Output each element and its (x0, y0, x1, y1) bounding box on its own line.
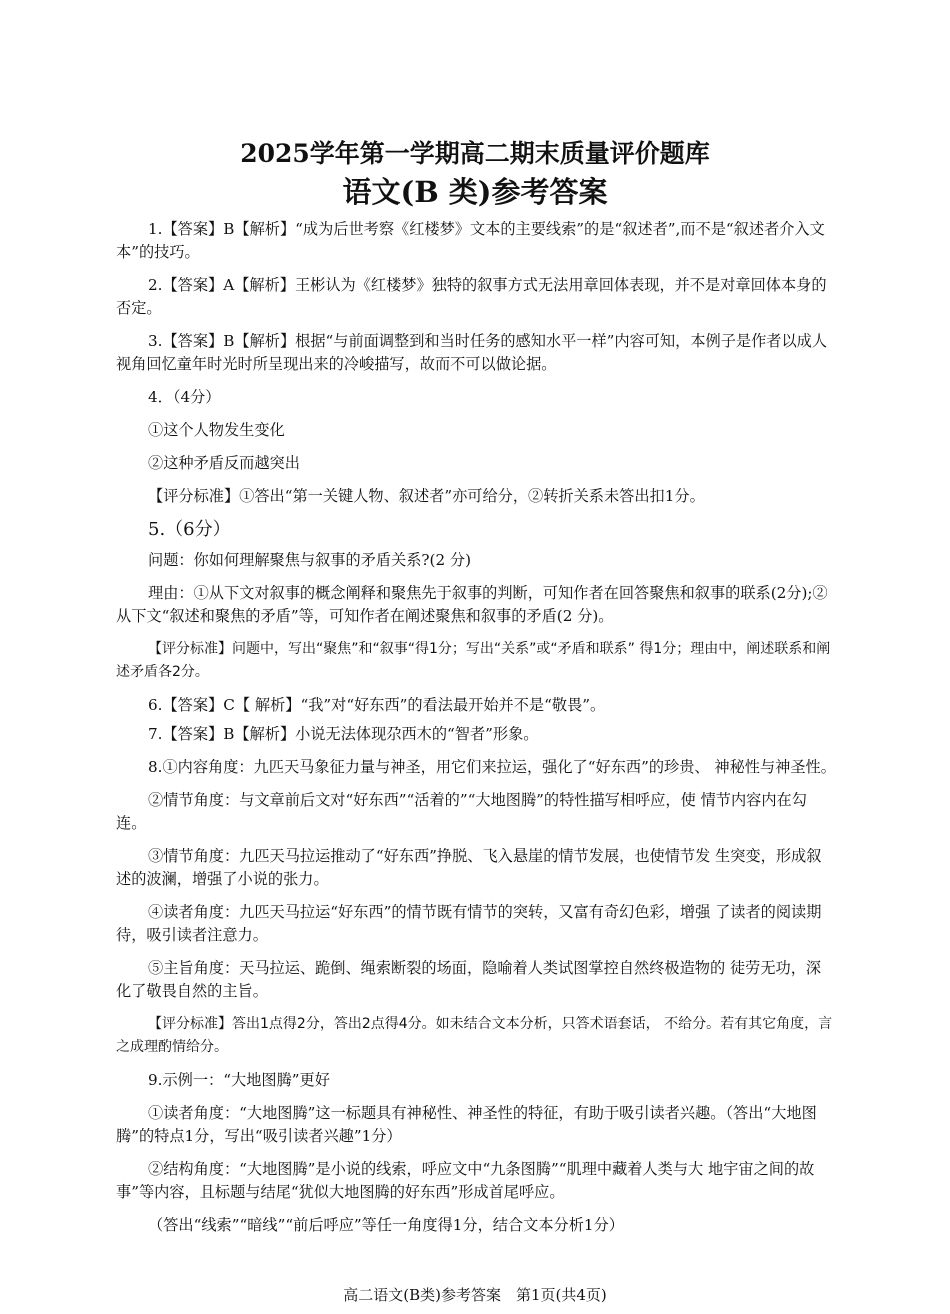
answer-q6: 6.【答案】C【 解析】“我”对“好东西”的看法最开始并不是“敬畏”。 (148, 696, 606, 714)
answer-q8-point-2: ②情节角度：与文章前后文对“好东西”“活着的”“大地图腾”的特性描写相呼应，使 情节内容内在勾连。 (116, 791, 807, 832)
answer-q5-reason: 理由：①从下文对叙事的概念阐释和聚焦先于叙事的判断，可知作者在回答聚焦和叙事的联系(2分);② 从下文“叙述和聚焦的矛盾”等，可知作者在阐述聚焦和叙事的矛盾(2 分)。 (116, 584, 828, 625)
answer-q4-point-1: ①这个人物发生变化 (148, 421, 285, 439)
answer-q1: 1.【答案】B【解析】“成为后世考察《红楼梦》文本的主要线索”的是“叙述者”,而不是“叙述者介入文本”的技巧。 (116, 220, 825, 261)
answer-q5-scoring: 【评分标准】问题中，写出“聚焦”和“叙事“得1分；写出“关系”或“矛盾和联系” 得1分；理由中，阐述联系和阐述矛盾各2分。 (116, 641, 831, 680)
answer-q4-scoring: 【评分标准】①答出“第一关键人物、叙述者”亦可给分，②转折关系未答出扣1分。 (148, 487, 705, 505)
document-title: 2025学年第一学期高二期末质量评价题库 (240, 139, 710, 168)
answer-q5-question: 问题：你如何理解聚焦与叙事的矛盾关系?(2 分) (148, 551, 472, 569)
answer-q8-point-1: 8.①内容角度：九匹天马象征力量与神圣，用它们来拉运，强化了“好东西”的珍贵、 神秘性与神圣性。 (148, 758, 836, 776)
answer-q8-scoring: 【评分标准】答出1点得2分，答出2点得4分。如未结合文本分析，只答术语套话， 不给分。若有其它角度，言之成理酌情给分。 (116, 1016, 833, 1055)
answer-q4-point-2: ②这种矛盾反而越突出 (148, 454, 300, 472)
answer-q2: 2.【答案】A【解析】王彬认为《红楼梦》独特的叙事方式无法用章回体表现，并不是对章回体本身的否定。 (116, 276, 827, 317)
answer-q8-point-4: ④读者角度：九匹天马拉运“好东西”的情节既有情节的突转，又富有奇幻色彩，增强 了读者的阅读期待，吸引读者注意力。 (116, 903, 822, 944)
document-subtitle: 语文(B 类)参考答案 (342, 175, 608, 209)
answer-q9-point-2: ②结构角度：“大地图腾”是小说的线索，呼应文中“九条图腾”“肌理中藏着人类与大 地宇宙之间的故事”等内容，且标题与结尾“犹似大地图腾的好东西”形成首尾呼应。 (116, 1160, 815, 1201)
answer-q9-point-1: ①读者角度：“大地图腾”这一标题具有神秘性、神圣性的特征，有助于吸引读者兴趣。（答出“大地图腾”的特点1分，写出“吸引读者兴趣”1分） (116, 1104, 817, 1145)
answer-body (116, 218, 836, 1247)
answer-q7: 7.【答案】B【解析】小说无法体现尕西木的“智者”形象。 (148, 725, 539, 743)
answer-q9-point-2-note: （答出“线索”“暗线”“前后呼应”等任一角度得1分，结合文本分析1分） (148, 1216, 624, 1234)
page-footer: 高二语文(B类)参考答案 第1页(共4页) (343, 1286, 607, 1304)
answer-q5-heading: 5.（6分） (148, 519, 231, 540)
answer-q9-heading: 9.示例一：“大地图腾”更好 (148, 1071, 330, 1089)
answer-q8-point-3: ③情节角度：九匹天马拉运推动了“好东西”挣脱、飞入悬崖的情节发展，也使情节发 生突变，形成叙述的波澜，增强了小说的张力。 (116, 847, 822, 888)
answer-q8-point-5: ⑤主旨角度：天马拉运、跪倒、绳索断裂的场面，隐喻着人类试图掌控自然终极造物的 徒劳无功，深化了敬畏自然的主旨。 (116, 959, 822, 1000)
answer-q3: 3.【答案】B【解析】根据“与前面调整到和当时任务的感知水平一样”内容可知，本例子是作者以成人视角回忆童年时光时所呈现出来的冷峻描写，故而不可以做论据。 (116, 332, 828, 373)
answer-q4-heading: 4．（4分） (148, 388, 221, 406)
